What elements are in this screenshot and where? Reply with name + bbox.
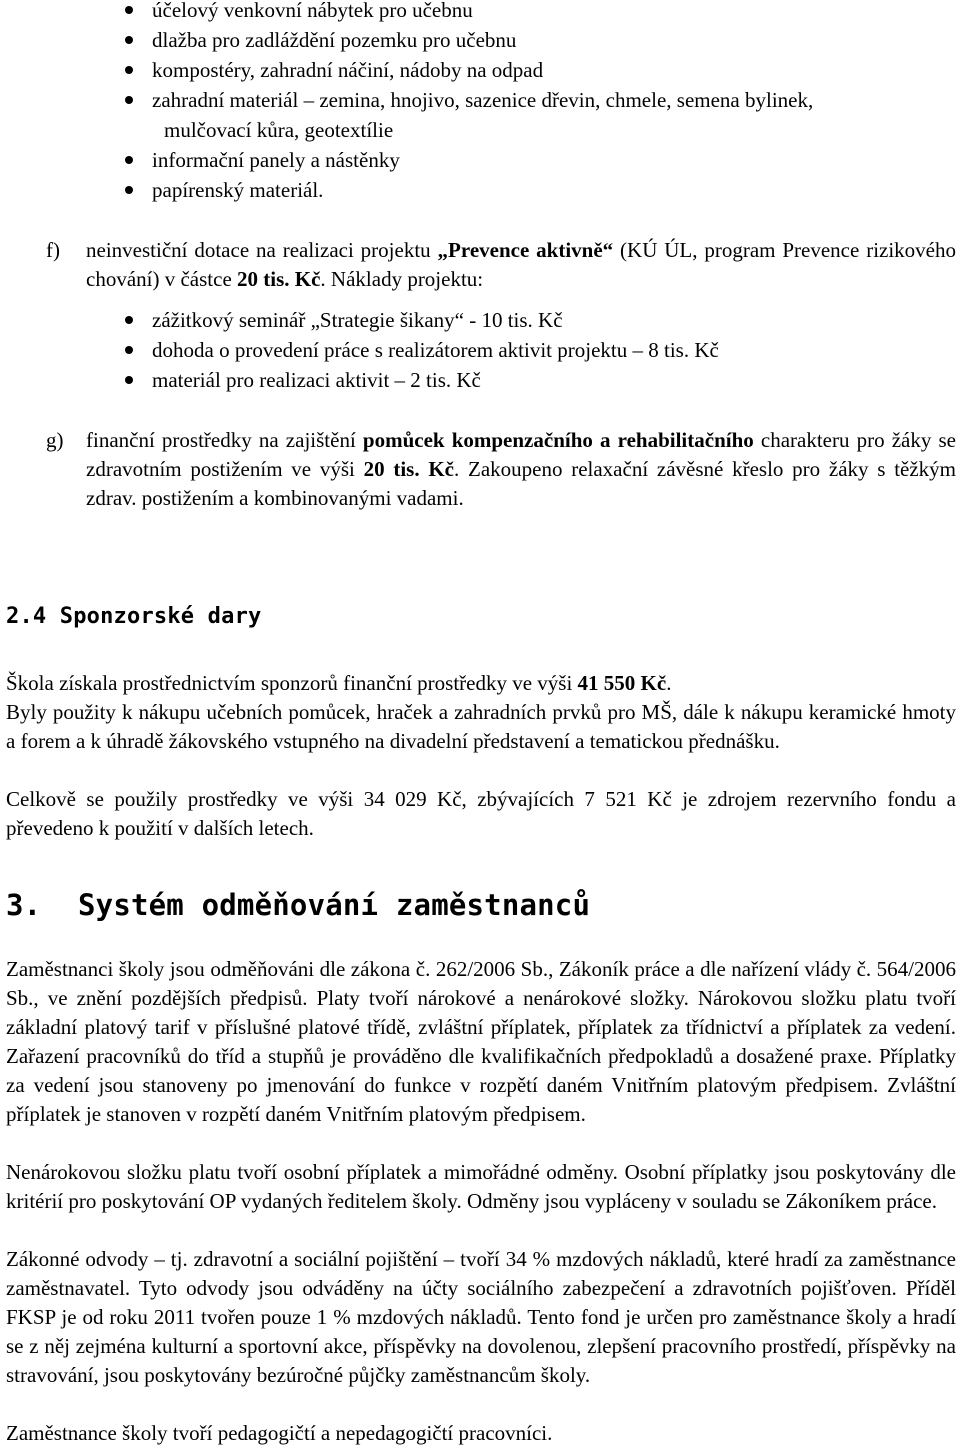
list-item: kompostéry, zahradní náčiní, nádoby na odpad (0, 55, 960, 85)
remuneration-paragraph-3: Zákonné odvody – tj. zdravotní a sociální pojištění – tvoří 34 % mzdových nákladů, které hradí za zaměstnance zaměstnavatel. Tyto odvody jsou odváděny na účty sociálního zabezpečení a zdravotních pojišťoven. Příděl FKSP je od roku 2011 tvořen pouze 1 % mzdových nákladů. Tento fond je určen pro zaměstnance školy a hradí se z něj zejména kulturní a sportovní akce, příspěvky na dovolenou, zlepšení pracovního prostředí, příspěvky na stravování, jsou poskytovány bezúročné půjčky zaměstnancům školy. (6, 1247, 956, 1387)
bullet-icon (125, 346, 133, 354)
bullet-icon (125, 66, 133, 74)
list-item: dohoda o provedení práce s realizátorem aktivit projektu – 8 tis. Kč (0, 335, 960, 365)
bullet-icon (125, 376, 133, 384)
bullet-icon (125, 316, 133, 324)
list-item: informační panely a nástěnky (0, 145, 960, 175)
item-g-text: finanční prostředky na zajištění pomůcek kompenzačního a rehabilitačního charakteru pro žáky se zdravotním postižením ve výši 20 tis. Kč. Zakoupeno relaxační závěsné křeslo pro žáky s těžkým zdrav. postižením a kombinovanými vadami. (86, 428, 957, 510)
sponsorship-usage-paragraph: Byly použity k nákupu učebních pomůcek, hraček a zahradních prvků pro MŠ, dále k nákupu keramické hmoty a forem a k úhradě žákovského vstupného na divadelní představení a tematickou přednášku. (6, 700, 956, 753)
section-heading-remuneration: Systém odměňování zaměstnanců (78, 888, 591, 922)
remuneration-paragraph-2: Nenárokovou složku platu tvoří osobní příplatek a mimořádné odměny. Osobní příplatky jsou poskytovány dle kritérií pro poskytování OP vydaných ředitelem školy. Odměny jsou vypláceny v souladu se Zákoníkem práce. (6, 1160, 956, 1213)
list-item: účelový venkovní nábytek pro učebnu (0, 0, 960, 25)
sponsorship-total-paragraph: Celkově se použily prostředky ve výši 34 029 Kč, zbývajících 7 521 Kč je zdrojem rezervního fondu a převedeno k použití v dalších letech. (6, 787, 956, 840)
bullet-icon (125, 6, 133, 14)
item-f-text: neinvestiční dotace na realizaci projektu „Prevence aktivně“ (KÚ ÚL, program Prevence rizikového chování) v částce 20 tis. Kč. Náklady projektu: (86, 238, 957, 291)
list-item: materiál pro realizaci aktivit – 2 tis. Kč (0, 365, 960, 395)
list-item: dlažba pro zadláždění pozemku pro učebnu (0, 25, 960, 55)
bullet-icon (125, 186, 133, 194)
section-heading-number: 3. (6, 888, 42, 922)
equipment-list (0, 0, 960, 205)
remuneration-paragraph-4: Zaměstnance školy tvoří pedagogičtí a nepedagogičtí pracovníci. (6, 1421, 553, 1445)
list-item: papírenský materiál. (0, 175, 960, 205)
list-item-continuation: mulčovací kůra, geotextílie (164, 118, 394, 142)
remuneration-paragraph-1: Zaměstnanci školy jsou odměňováni dle zákona č. 262/2006 Sb., Zákoník práce a dle nařízení vlády č. 564/2006 Sb., ve znění pozdějších předpisů. Platy tvoří nárokové a nenárokové složky. Nárokovou složku platu tvoří základní platový tarif v příslušné platové třídě, zvláštní příplatek, příplatek za třídnictví a příplatek za vedení. Zařazení pracovníků do tříd a stupňů je prováděno dle kvalifikačních předpokladů a dosažené praxe. Příplatky za vedení jsou stanoveny po jmenování do funkce v rozpětí daném Vnitřním platovým předpisem. Zvláštní příplatek je stanoven v rozpětí daném Vnitřním platovým předpisem. (6, 957, 956, 1126)
item-g-label: g) (46, 428, 64, 452)
project-costs-list (0, 305, 960, 395)
item-f-label: f) (46, 238, 60, 262)
list-item: zážitkový seminář „Strategie šikany“ - 10 tis. Kč (0, 305, 960, 335)
bullet-icon (125, 96, 133, 104)
list-item: zahradní materiál – zemina, hnojivo, sazenice dřevin, chmele, semena bylinek, (0, 85, 960, 115)
bullet-icon (125, 36, 133, 44)
bullet-icon (125, 156, 133, 164)
section-heading-sponsorship: 2.4 Sponzorské dary (6, 604, 262, 629)
sponsorship-amount-paragraph: Škola získala prostřednictvím sponzorů finanční prostředky ve výši 41 550 Kč. (6, 671, 672, 695)
